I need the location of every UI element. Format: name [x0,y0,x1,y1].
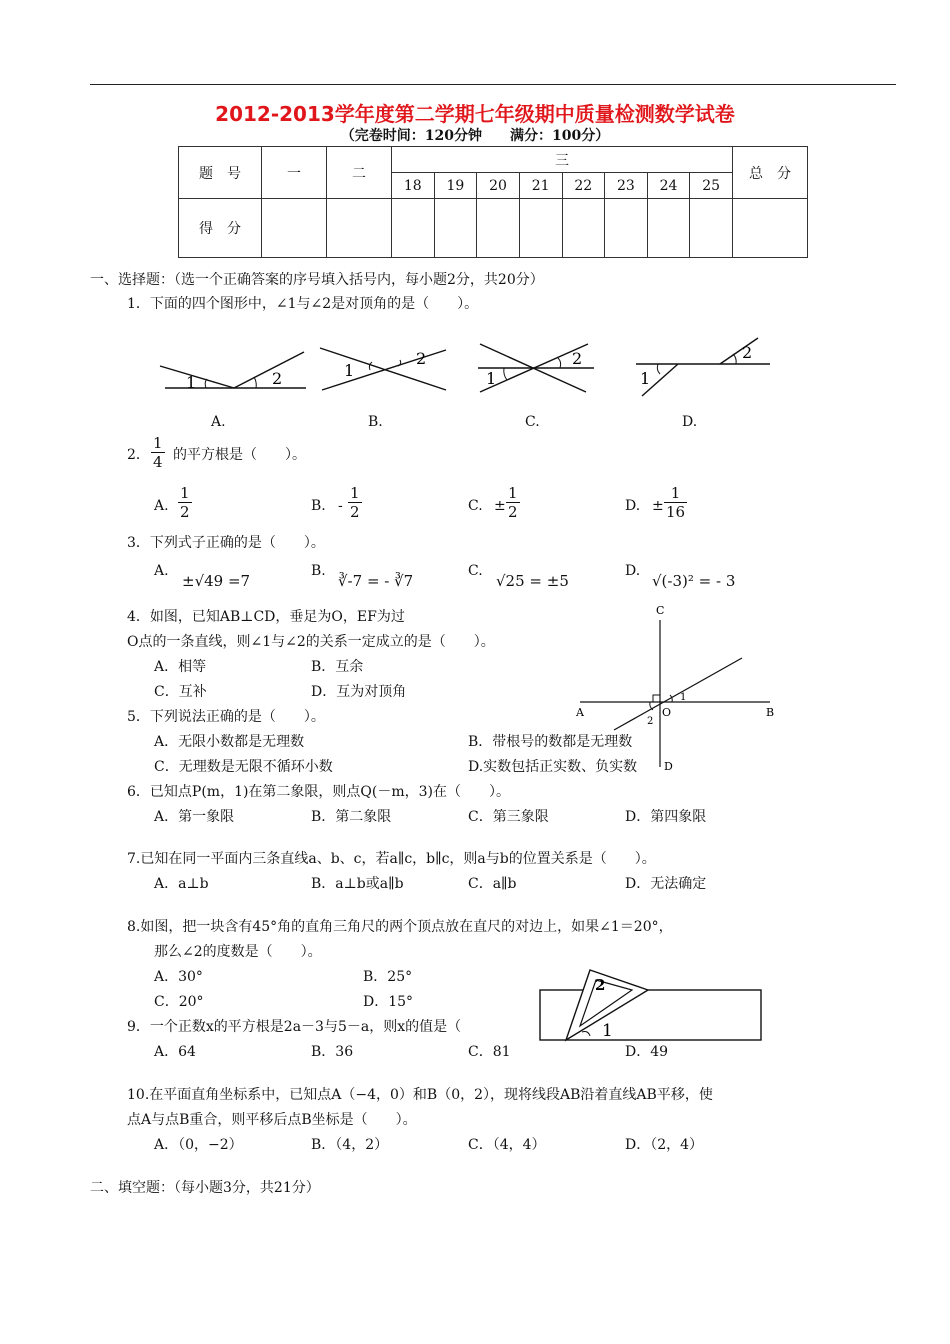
q3-expr-b: ∛-7 = - ∛7 [338,572,414,590]
score-cell[interactable] [262,199,327,258]
q1-figure-c [476,340,596,398]
row-label-number: 题 号 [179,147,262,199]
q5-opt-d: D.实数包括正实数、负实数 [468,759,638,775]
q10-opt-b: B．（4，2） [311,1137,389,1153]
fraction-numerator: 1 [153,434,163,452]
part-one-header: 一 [262,147,327,199]
point-b-label: B [766,706,775,719]
q3-expr-a: ±√49 =7 [182,572,251,590]
q3-opt-b: B. [311,563,326,579]
q3-opt-c: C. [468,563,483,579]
q10-opt-a: A．（0，−2） [154,1137,243,1153]
q2-opt-c: C. [468,498,483,514]
question-number: 20 [477,173,520,199]
q7-opt-d: D．无法确定 [625,876,707,892]
q1-figure-b [318,338,448,398]
q8-line1: 8.如图，把一块含有45°角的直角三角尺的两个顶点放在直尺的对边上，如果∠1＝20°， [127,919,673,935]
point-o-label: O [662,706,672,719]
q10-opt-d: D．（2，4） [625,1137,704,1153]
q6-text: 6．已知点P(m，1)在第二象限，则点Q(－m，3)在（ ）。 [127,784,511,800]
q5-opt-b: B．带根号的数都是无理数 [468,734,633,750]
row-label-score: 得 分 [179,199,262,258]
question-number: 25 [690,173,733,199]
q5-opt-a: A．无限小数都是无理数 [154,734,305,750]
q2-opt-d: D. [625,498,641,514]
question-number: 23 [605,173,648,199]
score-table [178,146,808,258]
point-d-label: D [664,760,673,773]
part-two-header: 二 [327,147,392,199]
top-rule [90,84,896,85]
q9-opt-c: C．81 [468,1044,511,1060]
q5-opt-c: C．无理数是无限不循环小数 [154,759,333,775]
q4-opt-c: C．互补 [154,684,207,700]
angle-2-label: 2 [595,976,606,994]
q6-opt-b: B．第二象限 [311,809,392,825]
q3-expr-d: √(-3)² = - 3 [652,572,736,590]
q4-line1: 4．如图，已知AB⊥CD，垂足为O，EF为过 [127,609,405,625]
q4-opt-a: A．相等 [154,659,207,675]
q7-opt-b: B．a⊥b或a∥b [311,876,404,892]
q1-figure-a [160,348,310,398]
q2-fraction [151,434,165,471]
angle-1-label: 1 [344,361,355,380]
angle-1-label: 1 [486,369,497,388]
score-cell[interactable] [392,199,435,258]
q5-text: 5．下列说法正确的是（ ）。 [127,709,325,725]
q7-opt-a: A．a⊥b [154,876,209,892]
angle-1-label: 1 [640,369,651,388]
q3-opt-a: A. [154,563,169,579]
q8-figure [538,966,764,1046]
q3-expr-c: √25 = ±5 [496,572,569,590]
q2-d-fraction: $\frac{1}{16}$ [666,484,686,521]
q1-label-a: A. [211,414,226,430]
q3-opt-d: D. [625,563,641,579]
q2-d-pm: ± [652,498,664,514]
q4-opt-d: D．互为对顶角 [311,684,407,700]
section-one-heading: 一、选择题：（选一个正确答案的序号填入括号内，每小题2分，共20分） [90,272,544,288]
part-three-header: 三 [392,147,733,173]
angle-2-label: 2 [416,349,427,368]
q10-line1: 10.在平面直角坐标系中，已知点A（−4，0）和B（0，2），现将线段AB沿着直线AB平移，使 [127,1087,713,1103]
question-number: 19 [434,173,477,199]
q8-opt-a: A．30° [154,969,203,985]
q6-opt-d: D．第四象限 [625,809,707,825]
q2-opt-a: A. [154,498,169,514]
angle-2-label: 2 [572,349,583,368]
q6-opt-a: A．第一象限 [154,809,235,825]
score-cell[interactable] [327,199,392,258]
q10-line2: 点A与点B重合，则平移后点B坐标是（ ）。 [127,1112,417,1128]
q7-text: 7.已知在同一平面内三条直线a、b、c，若a∥c，b∥c，则a与b的位置关系是（ ）。 [127,851,656,867]
q2-c-fraction: $\frac{1}{2}$ [508,484,518,521]
q1-label-d: D. [682,414,698,430]
question-number: 22 [562,173,605,199]
q2-a-fraction: $\frac{1}{2}$ [180,484,190,521]
q6-opt-c: C．第三象限 [468,809,549,825]
q4-line2: O点的一条直线，则∠1与∠2的关系一定成立的是（ ）。 [127,634,495,650]
q10-opt-c: C．（4，4） [468,1137,546,1153]
angle-1-label: 1 [602,1021,613,1041]
question-number: 24 [647,173,690,199]
point-a-label: A [576,706,584,719]
angle-2-label: 2 [742,343,753,362]
score-cell[interactable] [477,199,520,258]
question-number: 18 [392,173,435,199]
angle-2-label: 2 [272,369,283,388]
q3-text: 3．下列式子正确的是（ ）。 [127,535,325,551]
score-cell[interactable] [690,199,733,258]
angle-1-label: 1 [186,373,197,392]
point-c-label: C [656,604,665,617]
score-cell[interactable] [434,199,477,258]
question-number: 21 [519,173,562,199]
q2-text: 的平方根是（ ）。 [173,447,306,463]
section-two-heading: 二、填空题：（每小题3分，共21分） [90,1180,320,1196]
q7-opt-c: C．a∥b [468,876,517,892]
q8-opt-c: C．20° [154,994,204,1010]
score-cell[interactable] [605,199,648,258]
q4-opt-b: B．互余 [311,659,364,675]
q2-c-pm: ± [494,498,506,514]
q9-opt-d: D．49 [625,1044,669,1060]
angle-2-label: 2 [647,716,654,727]
q1-label-b: B. [368,414,383,430]
score-cell[interactable] [647,199,690,258]
score-cell[interactable] [519,199,562,258]
q2-b-fraction: $\frac{1}{2}$ [350,484,360,521]
q9-opt-a: A．64 [154,1044,196,1060]
q9-opt-b: B．36 [311,1044,354,1060]
fraction-denominator: 4 [153,453,163,471]
score-cell[interactable] [562,199,605,258]
q8-opt-d: D．15° [363,994,414,1010]
score-cell[interactable] [733,199,808,258]
exam-subtitle: （完卷时间：120分钟 满分：100分） [340,128,610,144]
q2-opt-b: B. [311,498,326,514]
angle-1-label: 1 [680,692,687,703]
q1-figure-d [634,336,774,398]
q8-line2: 那么∠2的度数是（ ）。 [154,944,322,960]
q1-text: 1．下面的四个图形中，∠1与∠2是对顶角的是（ ）。 [127,296,479,312]
q2-number: 2． [127,447,150,463]
q2-b-sign: - [338,498,343,514]
exam-title: 2012-2013学年度第二学期七年级期中质量检测数学试卷 [215,102,735,126]
q9-text: 9．一个正数x的平方根是2a－3与5－a，则x的值是（ [127,1019,462,1035]
q1-label-c: C. [525,414,540,430]
total-header: 总 分 [733,147,808,199]
q8-opt-b: B．25° [363,969,413,985]
